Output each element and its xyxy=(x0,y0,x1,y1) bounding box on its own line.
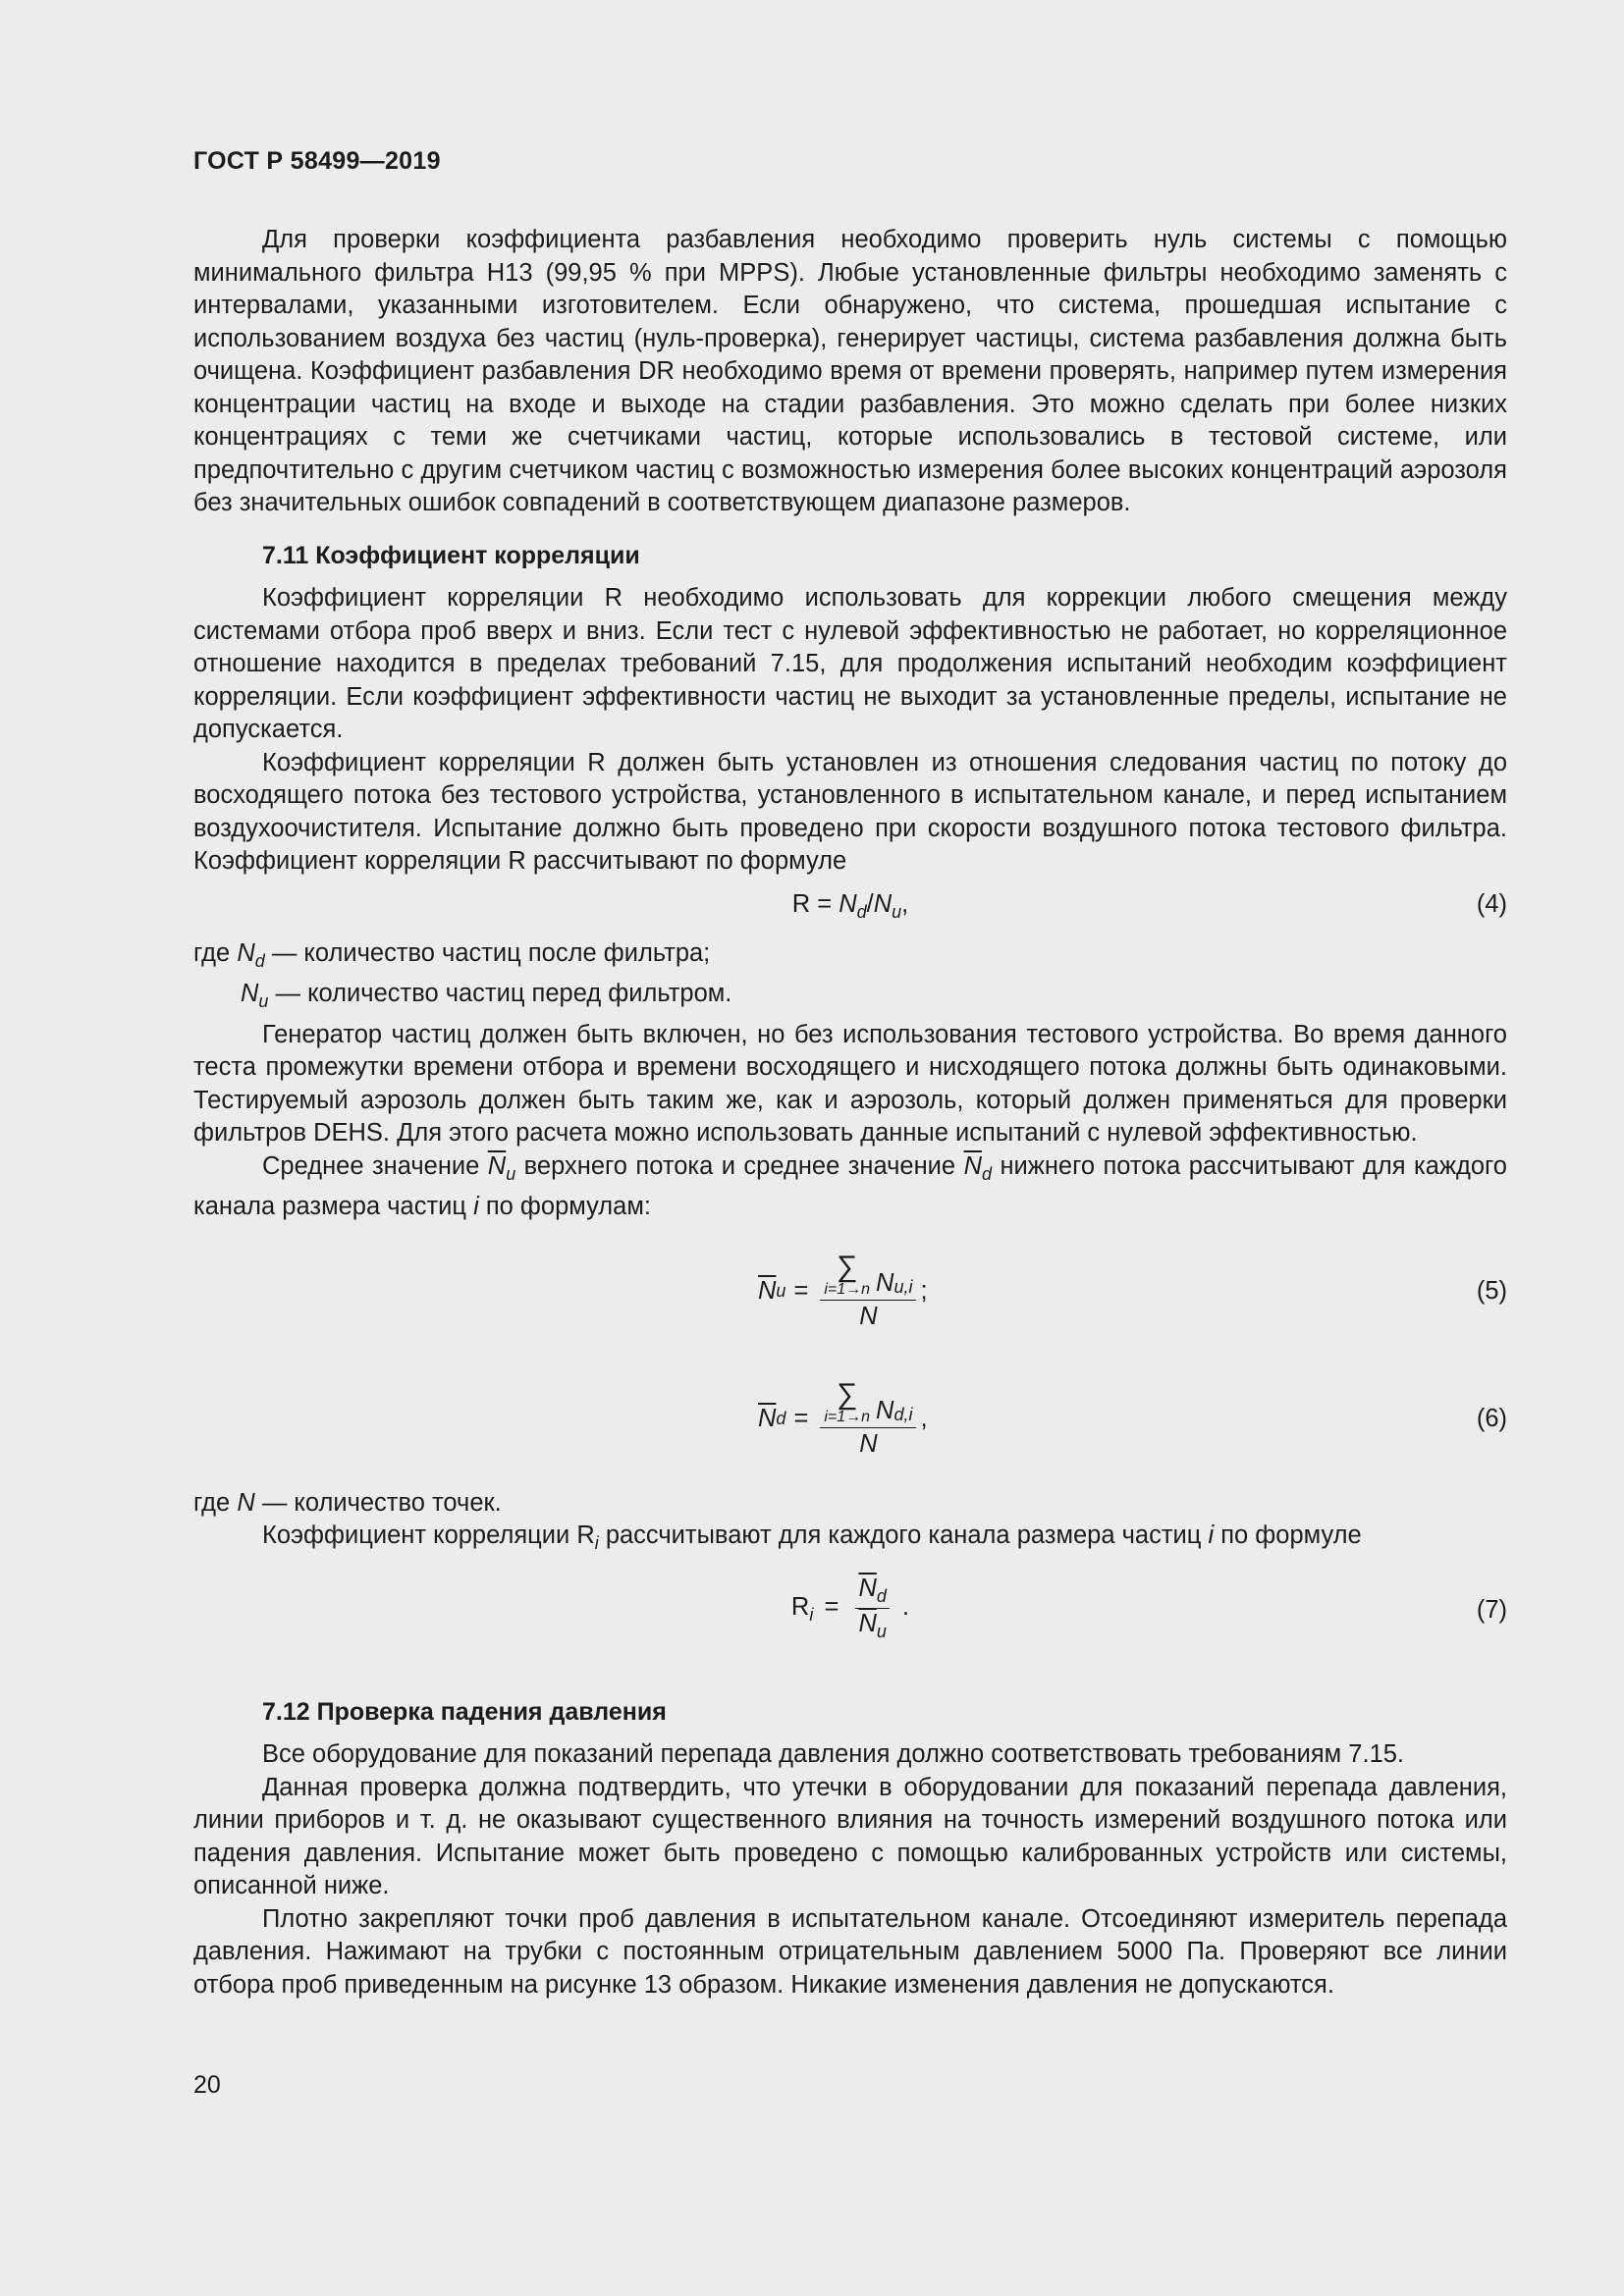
formula-6-body: $\overline{N}$ d = ∑ i=1→n N d,i N , xyxy=(758,1377,928,1458)
formula-4 xyxy=(193,879,1507,937)
formula-5-body: $\overline{N}$ u = ∑ i=1→n N u,i N ; xyxy=(758,1250,928,1330)
paragraph: Коэффициент корреляции $R_i$ рассчитывают для каждого канала размера частиц i по формуле xyxy=(262,1522,1362,1553)
document-body xyxy=(193,224,1507,2002)
formula-5 xyxy=(193,1238,1507,1346)
section-heading-7-11: 7.11 Коэффициент корреляции xyxy=(262,541,640,569)
paragraph: Среднее значение $\overline{N}_u$ верхнего потока и среднее значение $\overline{N}_d$ нижнего потока рассчитывают для каждого канала размера частиц i по формулам: xyxy=(193,1151,1507,1220)
page-number: 20 xyxy=(193,2071,221,2099)
legend-nu: $N_u$ — количество частиц перед фильтром. xyxy=(241,980,732,1011)
formula-6 xyxy=(193,1365,1507,1473)
document-header: ГОСТ Р 58499—2019 xyxy=(193,147,441,175)
paragraph: Коэффициент корреляции R должен быть установлен из отношения следования частиц по потоку до восходящего потока без тестового устройства, установленного в испытательном канале, и перед испытанием воздухоочистителя. Испытание должно быть проведено при скорости воздушного потока тестового фильтра. Коэффициент корреляции R рассчитывают по формуле xyxy=(193,748,1507,875)
paragraph: Коэффициент корреляции R необходимо использовать для коррекции любого смещения между системами отбора проб вверх и вниз. Если тест с нулевой эффективностью не работает, но корреляционное отношение находится в пределах требований 7.15, для продолжения испытаний необходим коэффициент корреляции. Если коэффициент эффективности частиц не выходит за установленные пределы, испытание не допускается. xyxy=(193,584,1507,743)
paragraph: Генератор частиц должен быть включен, но без использования тестового устройства. Во время данного теста промежутки времени отбора и времени восходящего и нисходящего потока должны быть одинаковыми. Тестируемый аэрозоль должен быть таким же, как и аэрозоль, который должен применяться для проверки фильтров DEHS. Для этого расчета можно использовать данные испытаний с нулевой эффективностью. xyxy=(193,1020,1507,1147)
formula-7-body: $R_i$ = $\frac{\overline{N}_d}{\overline{N}_u}$ . xyxy=(790,1574,910,1641)
legend-nd: где $N_d$ — количество частиц после фильтра; xyxy=(193,938,711,971)
formula-4-body: $R = N_d/N_u$, xyxy=(791,889,909,922)
formula-number: (4) xyxy=(1476,889,1507,918)
section-heading-7-12: 7.12 Проверка падения давления xyxy=(262,1697,667,1726)
formula-7 xyxy=(193,1567,1507,1661)
paragraph: Плотно закрепляют точки проб давления в испытательном канале. Отсоединяют измеритель перепада давления. Нажимают на трубки с постоянным отрицательным давлением 5000 Па. Проверяют все линии отбора проб приведенным на рисунке 13 образом. Никакие изменения давления не допускаются. xyxy=(193,1904,1507,1999)
paragraph: Для проверки коэффициента разбавления необходимо проверить нуль системы с помощью минимального фильтра H13 (99,95 % при MPPS). Любые установленные фильтры необходимо заменять с интервалами, указанными изготовителем. Если обнаружено, что система, прошедшая испытание с использованием воздуха без частиц (нуль-проверка), генерирует частицы, система разбавления должна быть очищена. Коэффициент разбавления DR необходимо время от времени проверять, например путем измерения концентрации частиц на входе и выходе на стадии разбавления. Это можно сделать при более низких концентрациях с теми же счетчиками частиц, которые использовались в тестовой системе, или предпочтительно с другим счетчиком частиц с возможностью измерения более высоких концентраций аэрозоля без значительных ошибок совпадений в соответствующем диапазоне размеров. xyxy=(193,226,1507,516)
paragraph: Данная проверка должна подтвердить, что утечки в оборудовании для показаний перепада давления, линии приборов и т. д. не оказывают существенного влияния на точность измерений воздушного потока или падения давления. Испытание может быть проведено с помощью калиброванных устройств или системы, описанной ниже. xyxy=(193,1773,1507,1899)
paragraph: Все оборудование для показаний перепада давления должно соответствовать требованиям 7.15. xyxy=(262,1740,1405,1768)
formula-number: (6) xyxy=(1476,1404,1507,1432)
formula-number: (5) xyxy=(1476,1276,1507,1305)
formula-number: (7) xyxy=(1476,1595,1507,1624)
legend-n: где N — количество точек. xyxy=(193,1488,502,1517)
